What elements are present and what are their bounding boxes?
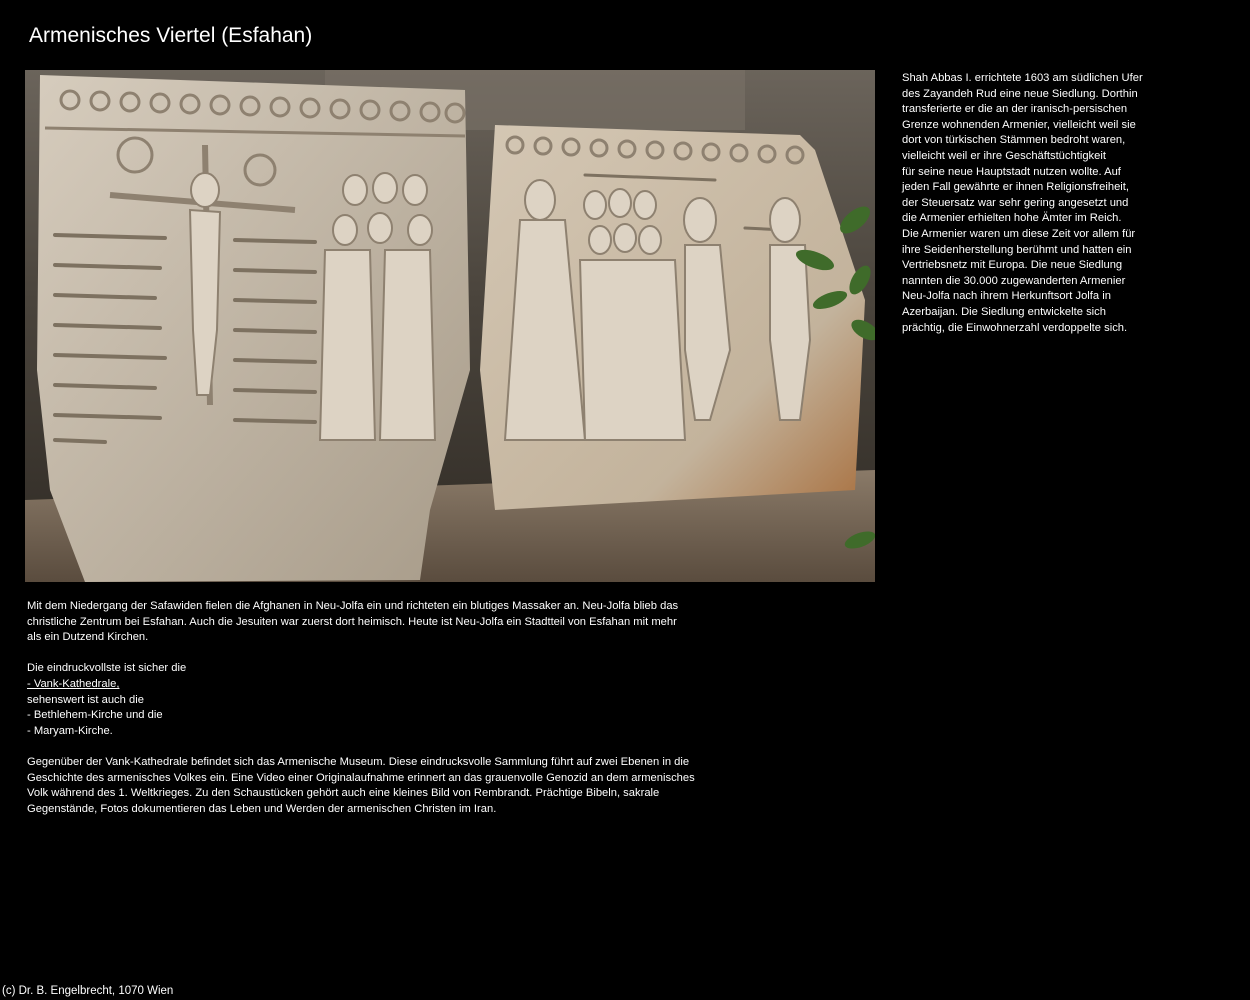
intro-text-line: des Zayandeh Rud eine neue Siedlung. Dorthin	[902, 87, 1138, 100]
vank-link-wrapper	[27, 677, 757, 693]
intro-text-line: ihre Seidenherstellung berühmt und hatten ein	[902, 243, 1132, 256]
museum-text-line: Gegenüber der Vank-Kathedrale befindet sich das Armenische Museum. Diese eindrucksvolle Sammlung führt auf zwei Ebenen in die	[27, 755, 690, 768]
history-text-line: als ein Dutzend Kirchen.	[27, 631, 149, 644]
vank-cathedral-link[interactable]: - Vank-Kathedrale,	[27, 677, 120, 690]
main-text-block	[27, 599, 757, 817]
bethlehem-church-item: - Bethlehem-Kirche und die	[27, 709, 163, 722]
intro-text-line: nannten die 30.000 zugewanderten Armenier	[902, 274, 1126, 287]
museum-text-line: Volk während des 1. Weltkrieges. Zu den Schaustücken gehört auch eine kleines Bild von Rembrandt. Prächtige Bibeln, sakrale	[27, 787, 660, 800]
museum-text-line: Geschichte des armenisches Volkes ein. Eine Video einer Originalaufnahme erinnert an das grauenvolle Genozid an dem armenisches	[27, 771, 695, 784]
intro-text-line: Die Armenier waren um diese Zeit vor allem für	[902, 227, 1136, 240]
intro-text-line: dort von türkischen Stämmen bedroht waren,	[902, 134, 1126, 147]
intro-text-line: Azerbaijan. Die Siedlung entwickelte sich	[902, 305, 1106, 318]
intro-text-line: Grenze wohnenden Armenier, vielleicht weil sie	[902, 118, 1136, 131]
intro-text-line: prächtig, die Einwohnerzahl verdoppelte sich.	[902, 321, 1128, 334]
intro-text-line: der Steuersatz war sehr gering angesetzt und	[902, 196, 1129, 209]
history-text-line: Mit dem Niedergang der Safawiden fielen die Afghanen in Neu-Jolfa ein und richteten ein blutiges Massaker an. Neu-Jolfa blieb das	[27, 600, 679, 612]
intro-text-line: für seine neue Hauptstadt nutzen wollte. Auf	[902, 165, 1121, 178]
copyright-footer: (c) Dr. B. Engelbrecht, 1070 Wien	[2, 985, 174, 997]
intro-text-line: vielleicht weil er ihre Geschäftstüchtigkeit	[902, 149, 1106, 162]
churches-intro-text: Die eindruckvollste ist sicher die	[27, 662, 187, 675]
intro-text-line: jeden Fall gewährte er ihnen Religionsfreiheit,	[902, 181, 1129, 194]
intro-text-line: Shah Abbas I. errichtete 1603 am südlichen Ufer	[902, 72, 1143, 84]
museum-text-line: Gegenstände, Fotos dokumentieren das Leben und Werden der armenischen Christen im Iran.	[27, 802, 497, 815]
churches-also-text: sehenswert ist auch die	[27, 693, 144, 706]
maryam-church-item: - Maryam-Kirche.	[27, 724, 113, 737]
history-text-line: christliche Zentrum bei Esfahan. Auch die Jesuiten war zuerst dort heimisch. Heute ist Neu-Jolfa ein Stadtteil von Esfahan mit mehr	[27, 615, 677, 628]
page-title: Armenisches Viertel (Esfahan)	[29, 24, 313, 47]
intro-text-line: die Armenier erhielten hohe Ämter im Reich.	[902, 212, 1122, 225]
intro-text-block	[902, 71, 1172, 336]
intro-text-line: Neu-Jolfa nach ihrem Herkunftsort Jolfa in	[902, 290, 1111, 303]
intro-text-line: transferierte er die an der iranisch-persischen	[902, 103, 1128, 116]
photo-armenian-tombstones	[25, 70, 875, 582]
intro-text-line: Vertriebsnetz mit Europa. Die neue Siedlung	[902, 259, 1123, 272]
tombstone-photo-illustration	[25, 70, 875, 582]
